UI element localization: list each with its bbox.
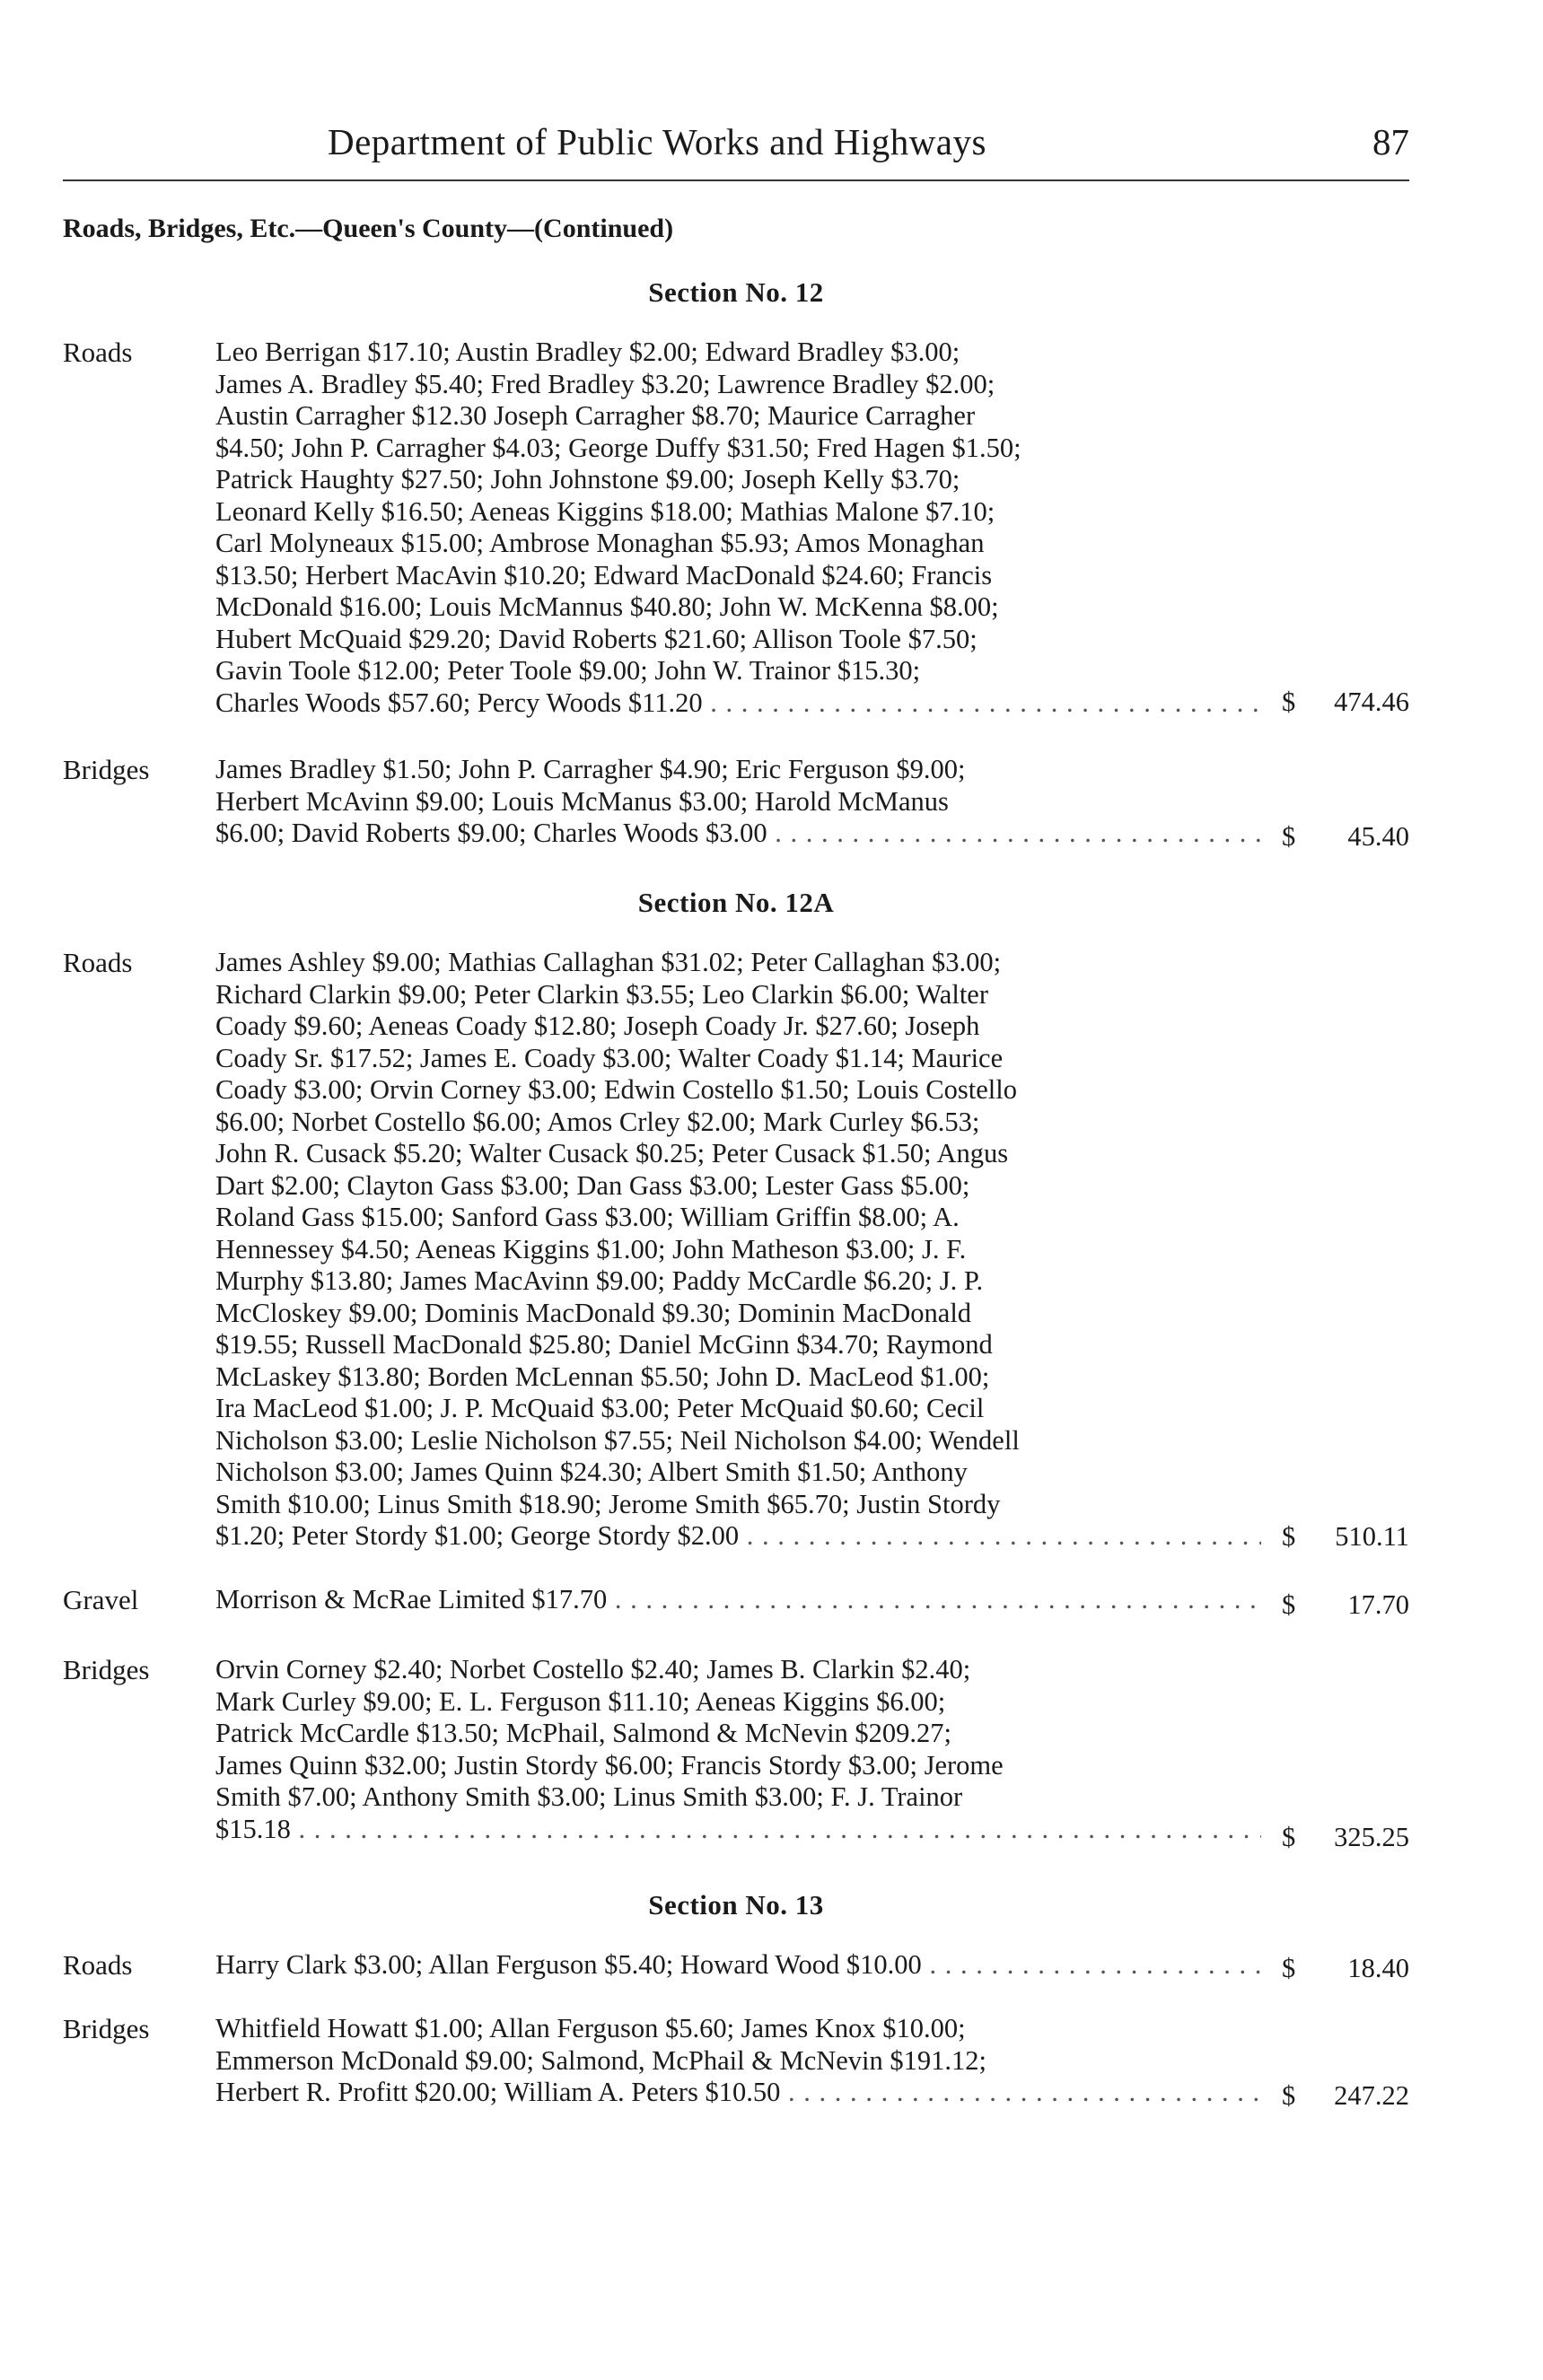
entry-line: Roland Gass $15.00; Sanford Gass $3.00; William Griffin $8.00; A. [215, 1202, 960, 1232]
entry-line: James Quinn $32.00; Justin Stordy $6.00; Francis Stordy $3.00; Jerome [215, 1749, 1004, 1781]
entry-label: Bridges [63, 2013, 150, 2044]
entry-line: Leo Berrigan $17.10; Austin Bradley $2.00; Edward Bradley $3.00; [215, 337, 960, 367]
entry-body [215, 2013, 1261, 2109]
entry-line: Ira MacLeod $1.00; J. P. McQuaid $3.00; Peter McQuaid $0.60; Cecil [215, 1393, 985, 1423]
entry-label: Roads [63, 337, 133, 368]
entry-line-text: Harry Clark $3.00; Allan Ferguson $5.40; Howard Wood $10.00 [215, 1949, 922, 1980]
entry-line: McCloskey $9.00; Dominis MacDonald $9.30; Dominin MacDonald [215, 1297, 972, 1328]
entry-line: Dart $2.00; Clayton Gass $3.00; Dan Gass $3.00; Lester Gass $5.00; [215, 1169, 970, 1201]
section-heading: Section No. 12 [648, 276, 824, 308]
entry-label: Roads [63, 947, 133, 978]
entry-line: Smith $10.00; Linus Smith $18.90; Jerome Smith $65.70; Justin Stordy [215, 1488, 1001, 1519]
entry-line [215, 1520, 1261, 1553]
dollar-sign: $ [1282, 2080, 1296, 2111]
dot-leader [703, 687, 1261, 718]
entry-line: Nicholson $3.00; Leslie Nicholson $7.55; Neil Nicholson $4.00; Wendell [215, 1424, 1020, 1456]
entry-body [215, 947, 1261, 1553]
section-heading: Section No. 12A [637, 887, 835, 918]
dot-leader [739, 1520, 1261, 1551]
entry-body [215, 1584, 1261, 1616]
entry-line: Orvin Corney $2.40; Norbet Costello $2.40; James B. Clarkin $2.40; [215, 1654, 971, 1684]
entry-line: James Bradley $1.50; John P. Carragher $4.90; Eric Ferguson $9.00; [215, 754, 966, 784]
entry-body [215, 1949, 1261, 1982]
entry-line: James A. Bradley $5.40; Fred Bradley $3.20; Lawrence Bradley $2.00; [215, 368, 995, 399]
dollar-sign: $ [1282, 1589, 1296, 1620]
entry-body [215, 337, 1261, 719]
amount-value: 474.46 [1334, 687, 1409, 717]
entry-line [215, 1584, 1261, 1616]
entry-line: Whitfield Howatt $1.00; Allan Ferguson $5.60; James Knox $10.00; [215, 2013, 966, 2043]
amount-value: 17.70 [1347, 1589, 1409, 1620]
amount-value: 18.40 [1347, 1953, 1409, 1983]
entry-line: Smith $7.00; Anthony Smith $3.00; Linus Smith $3.00; F. J. Trainor [215, 1781, 963, 1812]
page-number: 87 [1372, 121, 1409, 162]
section-subtitle: Roads, Bridges, Etc.—Queen's County—(Continued) [63, 214, 674, 243]
entry-line-text: Charles Woods $57.60; Percy Woods $11.20 [215, 687, 703, 718]
entry-line: Coady $9.60; Aeneas Coady $12.80; Joseph Coady Jr. $27.60; Joseph [215, 1011, 980, 1041]
amount-value: 325.25 [1334, 1822, 1409, 1852]
entry-label: Bridges [63, 754, 150, 785]
entry-line: Gavin Toole $12.00; Peter Toole $9.00; John W. Trainor $15.30; [215, 655, 921, 686]
entry-line: Richard Clarkin $9.00; Peter Clarkin $3.55; Leo Clarkin $6.00; Walter [215, 978, 988, 1010]
dollar-sign: $ [1282, 1822, 1296, 1852]
dot-leader [767, 818, 1261, 848]
entry-line: Herbert McAvinn $9.00; Louis McManus $3.00; Harold McManus [215, 785, 949, 817]
entry-line: Leonard Kelly $16.50; Aeneas Kiggins $18.00; Mathias Malone $7.10; [215, 495, 995, 527]
entry-line [215, 2077, 1261, 2109]
dot-leader [922, 1949, 1261, 1980]
entry-line: $4.50; John P. Carragher $4.03; George Duffy $31.50; Fred Hagen $1.50; [215, 432, 1021, 463]
entry-label: Bridges [63, 1654, 150, 1685]
dollar-sign: $ [1282, 687, 1296, 717]
dollar-sign: $ [1282, 1953, 1296, 1983]
entry-line [215, 818, 1261, 850]
entry-line-text: Morrison & McRae Limited $17.70 [215, 1584, 608, 1614]
entry-line: John R. Cusack $5.20; Walter Cusack $0.25; Peter Cusack $1.50; Angus [215, 1138, 1009, 1168]
entry-line: Hennessey $4.50; Aeneas Kiggins $1.00; John Matheson $3.00; J. F. [215, 1233, 967, 1264]
entry-body [215, 754, 1261, 850]
dollar-sign: $ [1282, 821, 1296, 852]
dollar-sign: $ [1282, 1521, 1296, 1552]
entry-line: Hubert McQuaid $29.20; David Roberts $21.60; Allison Toole $7.50; [215, 623, 978, 654]
entry-line: $19.55; Russell MacDonald $25.80; Daniel McGinn $34.70; Raymond [215, 1329, 993, 1360]
entry-line: Mark Curley $9.00; E. L. Ferguson $11.10; Aeneas Kiggins $6.00; [215, 1685, 946, 1717]
entry-line [215, 1949, 1261, 1982]
amount-value: 247.22 [1334, 2080, 1409, 2111]
entry-line: Austin Carragher $12.30 Joseph Carragher $8.70; Maurice Carragher [215, 400, 976, 431]
entry-body [215, 1654, 1261, 1845]
entry-line [215, 1814, 1261, 1846]
entry-line: $13.50; Herbert MacAvin $10.20; Edward MacDonald $24.60; Francis [215, 559, 993, 591]
entry-line-text: $6.00; David Roberts $9.00; Charles Woods $3.00 [215, 818, 767, 848]
entry-line-text: Herbert R. Profitt $20.00; William A. Peters $10.50 [215, 2077, 781, 2107]
entry-line: McDonald $16.00; Louis McMannus $40.80; John W. McKenna $8.00; [215, 591, 999, 622]
dot-leader [607, 1584, 1261, 1614]
entry-line: Patrick Haughty $27.50; John Johnstone $9.00; Joseph Kelly $3.70; [215, 464, 960, 494]
entry-line: McLaskey $13.80; Borden McLennan $5.50; John D. MacLeod $1.00; [215, 1361, 990, 1392]
entry-line-text: $15.18 [215, 1813, 291, 1844]
entry-label: Roads [63, 1949, 133, 1981]
entry-line: $6.00; Norbet Costello $6.00; Amos Crley $2.00; Mark Curley $6.53; [215, 1106, 980, 1137]
dot-leader [780, 2077, 1261, 2107]
entry-line-text: $1.20; Peter Stordy $1.00; George Stordy $2.00 [215, 1520, 740, 1551]
amount-value: 45.40 [1347, 821, 1409, 852]
page-header [63, 117, 1409, 181]
section-heading: Section No. 13 [648, 1889, 824, 1921]
amount-value: 510.11 [1335, 1521, 1409, 1552]
entry-line: Patrick McCardle $13.50; McPhail, Salmond & McNevin $209.27; [215, 1718, 952, 1748]
entry-line: Coady $3.00; Orvin Corney $3.00; Edwin Costello $1.50; Louis Costello [215, 1074, 1017, 1105]
entry-line: Carl Molyneaux $15.00; Ambrose Monaghan $5.93; Amos Monaghan [215, 528, 985, 558]
page-title: Department of Public Works and Highways [328, 121, 986, 162]
entry-line: Nicholson $3.00; James Quinn $24.30; Albert Smith $1.50; Anthony [215, 1457, 968, 1487]
entry-line: Emmerson McDonald $9.00; Salmond, McPhail & McNevin $191.12; [215, 2044, 987, 2076]
entry-line: Coady Sr. $17.52; James E. Coady $3.00; Walter Coady $1.14; Maurice [215, 1042, 1004, 1073]
dot-leader [291, 1814, 1261, 1844]
entry-label: Gravel [63, 1584, 139, 1615]
entry-line: Murphy $13.80; James MacAvinn $9.00; Paddy McCardle $6.20; J. P. [215, 1265, 984, 1296]
entry-line [215, 687, 1261, 720]
entry-line: James Ashley $9.00; Mathias Callaghan $31.02; Peter Callaghan $3.00; [215, 947, 1002, 977]
